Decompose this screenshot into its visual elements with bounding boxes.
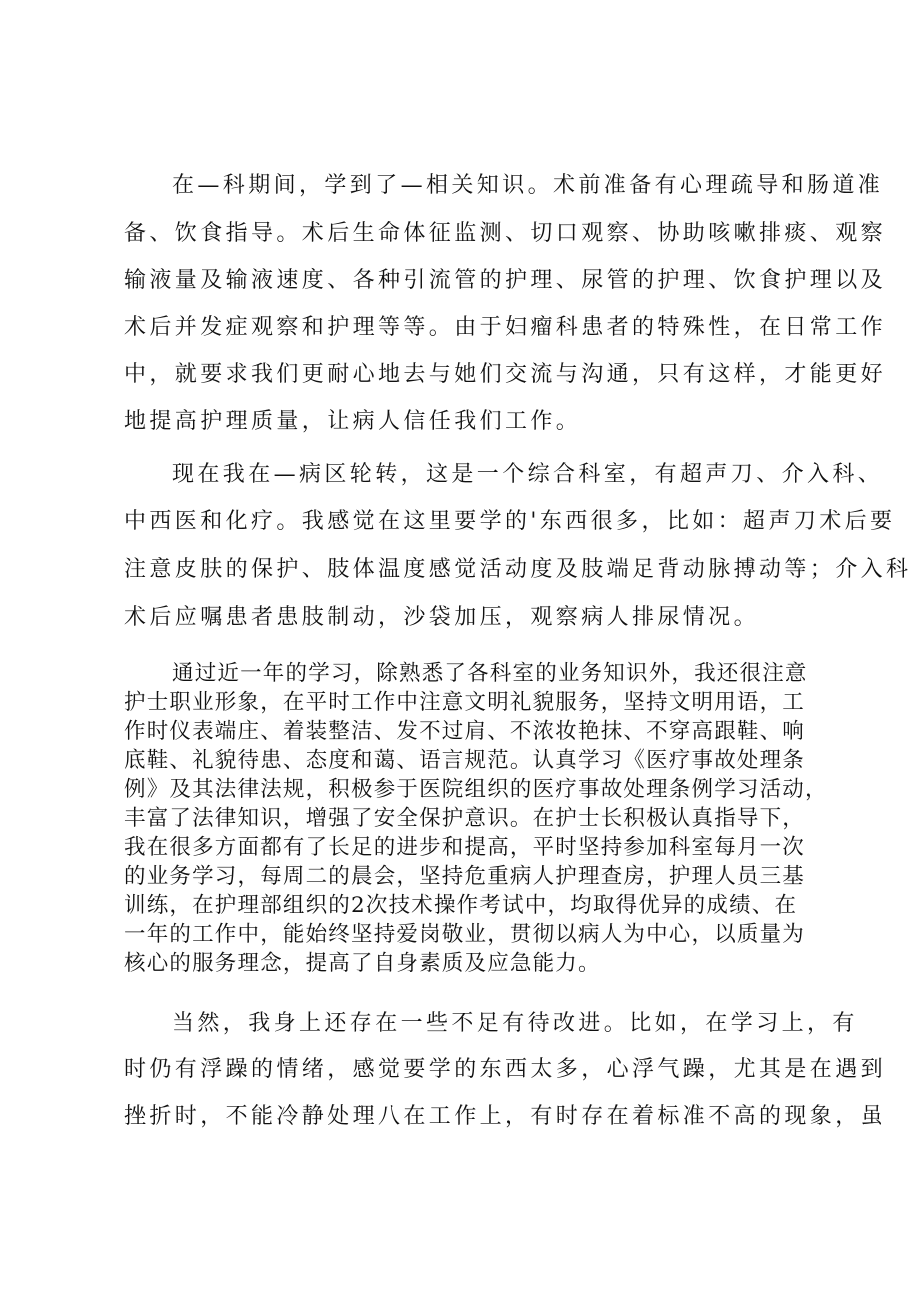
text-line: 时仍有浮躁的情绪，感觉要学的东西太多，心浮气躁，尤其是在遇到 — [124, 1057, 887, 1082]
text-line: 的业务学习，每周二的晨会，坚持危重病人护理查房，护理人员三基 — [124, 864, 806, 889]
text-line: 我在很多方面都有了长足的进步和提高，平时坚持参加科室每月一次 — [124, 835, 806, 860]
text-line: 术后并发症观察和护理等等。由于妇瘤科患者的特殊性，在日常工作 — [124, 315, 887, 340]
text-line: 例》及其法律法规，积极参于医院组织的医疗事故处理条例学习活动， — [124, 777, 828, 802]
text-line: 现在我在—病区轮转，这是一个综合科室，有超声刀、介入科、 — [172, 462, 884, 487]
text-line: 护士职业形象，在平时工作中注意文明礼貌服务，坚持文明用语，工 — [124, 690, 806, 715]
text-line: 一年的工作中，能始终坚持爱岗敬业，贯彻以病人为中心，以质量为 — [124, 922, 806, 947]
text-line: 训练，在护理部组织的2次技术操作考试中，均取得优异的成绩、在 — [124, 893, 798, 918]
text-line: 丰富了法律知识，增强了安全保护意识。在护士长积极认真指导下， — [124, 806, 806, 831]
text-line: 作时仪表端庄、着装整洁、发不过肩、不浓妆艳抹、不穿高跟鞋、响 — [124, 719, 806, 744]
text-line: 在—科期间，学到了—相关知识。术前准备有心理疏导和肠道准 — [172, 173, 884, 198]
text-line: 底鞋、礼貌待患、态度和蔼、语言规范。认真学习《医疗事故处理条 — [124, 748, 806, 773]
text-line: 中西医和化疗。我感觉在这里要学的'东西很多，比如：超声刀术后要 — [124, 509, 896, 534]
text-line: 地提高护理质量，让病人信任我们工作。 — [124, 409, 582, 434]
text-line: 当然，我身上还存在一些不足有待改进。比如，在学习上，有 — [172, 1011, 858, 1036]
text-line: 术后应嘱患者患肢制动，沙袋加压，观察病人排尿情况。 — [124, 605, 760, 630]
text-line: 挫折时，不能冷静处理八在工作上，有时存在着标准不高的现象，虽 — [124, 1104, 887, 1129]
text-line: 中，就要求我们更耐心地去与她们交流与沟通，只有这样，才能更好 — [124, 362, 887, 387]
text-line: 注意皮肤的保护、肢体温度感觉活动度及肢端足背动脉搏动等；介入科 — [124, 557, 912, 582]
text-line: 输液量及输液速度、各种引流管的护理、尿管的护理、饮食护理以及 — [124, 268, 887, 293]
text-line: 备、饮食指导。术后生命体征监测、切口观察、协助咳嗽排痰、观察 — [124, 221, 887, 246]
text-line: 核心的服务理念，提高了自身素质及应急能力。 — [124, 951, 601, 976]
text-line: 通过近一年的学习，除熟悉了各科室的业务知识外，我还很注意 — [172, 661, 808, 686]
